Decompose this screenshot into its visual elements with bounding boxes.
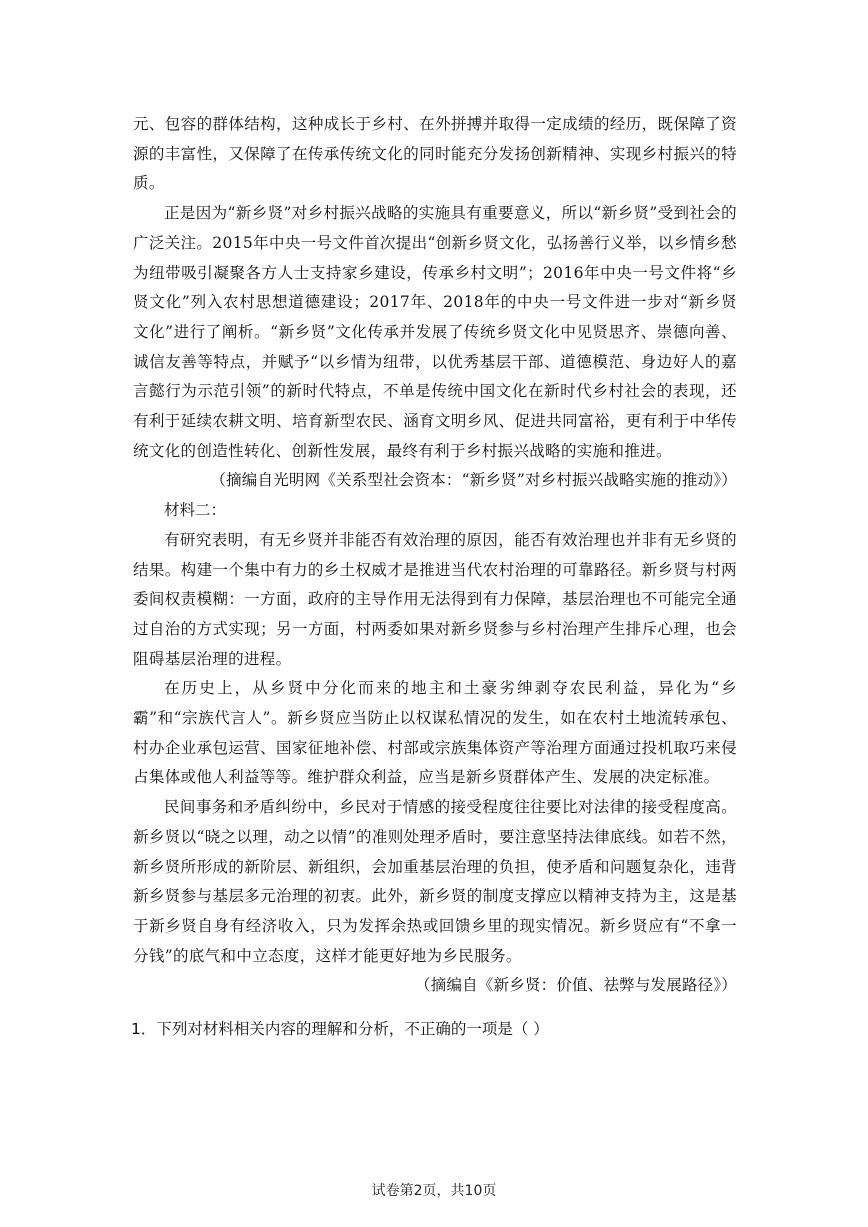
source-citation-2: （摘编自《新乡贤：价值、祛弊与发展路径》） [415,976,737,995]
paragraph-history: 在历史上，从乡贤中分化而来的地主和土豪劣绅剥夺农民利益，异化为“乡霸”和“宗族代言人”。新乡贤应当防止以权谋私情况的发生，如在农村土地流转承包、村办企业承包运营、国家征地补偿、村部或宗族集体资产等治理方面通过投机取巧来侵占集体或他人利益等等。维护群众利益，应当是新乡贤群体产生、发展的决定标准。 [133,679,737,787]
paragraph-research-shows: 有研究表明，有无乡贤并非能否有效治理的原因，能否有效治理也并非有无乡贤的结果。构建一个集中有力的乡土权威才是推进当代农村治理的可靠路径。新乡贤与村两委间权责模糊：一方面，政府的主导作用无法得到有力保障，基层治理也不可能完全通过自治的方式实现；另一方面，村两委如果对新乡贤参与乡村治理产生排斥心理，也会阻碍基层治理的进程。 [133,530,737,668]
material-two-label: 材料二： [164,501,227,520]
question-1: 1．下列对材料相关内容的理解和分析，不正确的一项是（ ） [131,1020,549,1039]
paragraph-continuation: 元、包容的群体结构，这种成长于乡村、在外拼搏并取得一定成绩的经历，既保障了资源的丰富性，又保障了在传承传统文化的同时能充分发扬创新精神、实现乡村振兴的特质。 [133,115,737,193]
article-body [133,110,737,1045]
page-footer: 试卷第2页，共10页 [371,1183,497,1199]
paragraph-civil-affairs: 民间事务和矛盾纠纷中，乡民对于情感的接受程度往往要比对法律的接受程度高。新乡贤以“晓之以理，动之以情”的准则处理矛盾时，要注意坚持法律底线。如若不然，新乡贤所形成的新阶层、新组织，会加重基层治理的负担，使矛盾和问题复杂化，违背新乡贤参与基层多元治理的初衷。此外，新乡贤的制度支撑应以精神支持为主，这是基于新乡贤自身有经济收入，只为发挥余热或回馈乡里的现实情况。新乡贤应有“不拿一分钱”的底气和中立态度，这样才能更好地为乡民服务。 [133,798,737,965]
source-citation-1: （摘编自光明网《关系型社会资本：“新乡贤”对乡村振兴战略实施的推动》） [210,471,737,490]
paragraph-new-xiangxian-significance: 正是因为“新乡贤”对乡村振兴战略的实施具有重要意义，所以“新乡贤”受到社会的广泛关注。2015年中央一号文件首次提出“创新乡贤文化，弘扬善行义举，以乡情乡愁为纽带吸引凝聚各方人士支持家乡建设，传承乡村文明”；2016年中央一号文件将“乡贤文化”列入农村思想道德建设；2017年、2018年的中央一号文件进一步对“新乡贤文化”进行了阐析。“新乡贤”文化传承并发展了传统乡贤文化中见贤思齐、崇德向善、诚信友善等特点，并赋予“以乡情为纽带，以优秀基层干部、道德模范、身边好人的嘉言懿行为示范引领”的新时代特点，不单是传统中国文化在新时代乡村社会的表现，还有利于延续农耕文明、培育新型农民、涵育文明乡风、促进共同富裕，更有利于中华传统文化的创造性转化、创新性发展，最终有利于乡村振兴战略的实施和推进。 [133,204,737,460]
